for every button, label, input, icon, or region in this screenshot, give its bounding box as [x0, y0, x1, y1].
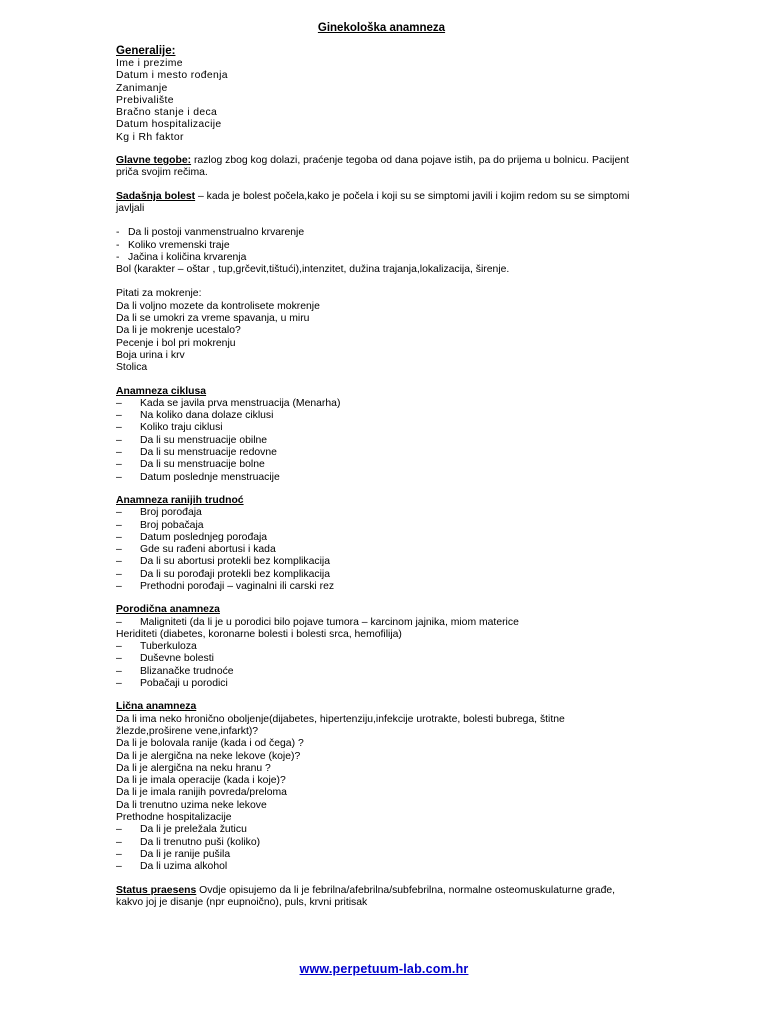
dash-bullet-icon: –	[116, 422, 122, 434]
list-item: Stolica	[116, 362, 148, 374]
document-page	[116, 21, 636, 909]
list-item: - Da li postoji vanmenstrualno krvarenje	[116, 227, 305, 239]
hyphen-bullet-icon: -	[116, 239, 120, 251]
section-heading: Generalije:	[116, 45, 176, 57]
dash-bullet-icon: –	[116, 556, 122, 568]
list-item: – Da li trenutno puši (koliko)	[116, 836, 261, 848]
hyphen-bullet-icon: -	[116, 251, 120, 263]
list-item: – Koliko traju ciklusi	[116, 422, 223, 434]
section-heading: Status praesens	[116, 884, 197, 896]
footer	[0, 963, 768, 977]
section-anamneza-ciklusa	[116, 386, 636, 484]
dash-bullet-icon: –	[116, 678, 122, 690]
list-item: Datum i mesto rođenja	[116, 70, 228, 82]
list-item: – Da li su menstruacije redovne	[116, 447, 277, 459]
list-item: Bračno stanje i deca	[116, 107, 218, 119]
list-item: – Da li su abortusi protekli bez komplikacija	[116, 556, 330, 568]
section-heading: Porodična anamneza	[116, 604, 220, 616]
paragraph-text: razlog zbog kog dolazi, praćenje tegoba od dana pojave istih, pa do prijema u bolnicu. Pacijent priča svojim rečima.	[116, 155, 629, 179]
paragraph-text: Ovdje opisujemo da li je febrilna/afebrilna/subfebrilna, normalne osteomuskulaturne građe, kakvo joj je disanje (npr eupnoično), puls, krvni pritisak	[116, 884, 616, 908]
list-item: – Broj pobačaja	[116, 519, 204, 531]
list-item: – Blizanačke trudnoće	[116, 665, 234, 677]
list-item: Da li se umokri za vreme spavanja, u miru	[116, 313, 310, 325]
section-licna-anamneza	[116, 701, 636, 873]
section-status-praesens	[116, 885, 636, 910]
list-item: – Da li je ranije pušila	[116, 848, 231, 860]
list-item: Kg i Rh faktor	[116, 131, 184, 143]
dash-bullet-icon: –	[116, 848, 122, 860]
list-item: – Maligniteti (da li je u porodici bilo pojave tumora – karcinom jajnika, miom materice	[116, 616, 519, 628]
dash-bullet-icon: –	[116, 507, 122, 519]
list-item: Da li je imala operacije (kada i koje)?	[116, 775, 286, 787]
list-item: Da li je mokrenje ucestalo?	[116, 325, 241, 337]
dash-bullet-icon: –	[116, 641, 122, 653]
list-item: – Da li su menstruacije obilne	[116, 434, 268, 446]
dash-bullet-icon: –	[116, 447, 122, 459]
list-item: – Broj porođaja	[116, 507, 202, 519]
hereditet-line: Heriditeti (diabetes, koronarne bolesti i bolesti srca, hemofilija)	[116, 628, 402, 640]
section-heading: Anamneza ranijih trudnoć	[116, 494, 244, 506]
list-item: Prethodne hospitalizacije	[116, 812, 232, 824]
dash-bullet-icon: –	[116, 434, 122, 446]
section-anamneza-trudnoca	[116, 495, 636, 593]
dash-bullet-icon: –	[116, 459, 122, 471]
list-item: - Jačina i količina krvarenja	[116, 251, 247, 263]
list-item: – Da li je preležala žuticu	[116, 824, 247, 836]
list-item: – Gde su rađeni abortusi i kada	[116, 544, 276, 556]
list-item: – Na koliko dana dolaze ciklusi	[116, 410, 274, 422]
list-item: – Tuberkuloza	[116, 641, 197, 653]
list-item: Da li ima neko hronično oboljenje(dijabetes, hipertenziju,infekcije urotrakte, bolesti bubrega, štitne žlezde,proširene vene,infarkt)?	[116, 713, 565, 737]
dash-bullet-icon: –	[116, 471, 122, 483]
section-heading: Sadašnja bolest	[116, 190, 196, 202]
section-heading: Glavne tegobe:	[116, 155, 192, 167]
paragraph-text: – kada je bolest počela,kako je počela i koji su se simptomi javili i kojim redom su se simptomi javljali	[116, 190, 630, 214]
dash-bullet-icon: –	[116, 836, 122, 848]
list-item: – Prethodni porođaji – vaginalni ili carski rez	[116, 580, 335, 592]
dash-bullet-icon: –	[116, 531, 122, 543]
section-glavne-tegobe	[116, 155, 636, 180]
dash-bullet-icon: –	[116, 544, 122, 556]
list-item: - Koliko vremenski traje	[116, 239, 230, 251]
list-item: – Datum poslednjeg porođaja	[116, 531, 268, 543]
list-item: Datum hospitalizacije	[116, 119, 222, 131]
dash-bullet-icon: –	[116, 824, 122, 836]
list-item: – Kada se javila prva menstruacija (Menarha)	[116, 397, 341, 409]
list-item: – Pobačaji u porodici	[116, 678, 228, 690]
section-heading: Anamneza ciklusa	[116, 385, 207, 397]
list-item: – Da li uzima alkohol	[116, 861, 228, 873]
list-item: Boja urina i krv	[116, 349, 185, 361]
dash-bullet-icon: –	[116, 568, 122, 580]
list-item: Da li je bolovala ranije (kada i od čega) ?	[116, 738, 304, 750]
list-item: – Da li su menstruacije bolne	[116, 459, 265, 471]
list-item: Da li trenutno uzima neke lekove	[116, 799, 267, 811]
website-link[interactable]: www.perpetuum-lab.com.hr	[299, 962, 469, 976]
mokrenje-intro: Pitati za mokrenje:	[116, 288, 202, 300]
hyphen-bullet-icon: -	[116, 227, 120, 239]
list-item: Prebivalište	[116, 94, 174, 106]
dash-bullet-icon: –	[116, 580, 122, 592]
list-item: Da li je imala ranijih povreda/preloma	[116, 787, 287, 799]
dash-bullet-icon: –	[116, 616, 122, 628]
list-item: Pecenje i bol pri mokrenju	[116, 337, 236, 349]
page-title: Ginekološka anamneza	[317, 22, 446, 34]
list-item: Da li voljno mozete da kontrolisete mokrenje	[116, 300, 320, 312]
section-porodicna-anamneza	[116, 604, 636, 690]
list-item: – Duševne bolesti	[116, 653, 214, 665]
dash-bullet-icon: –	[116, 665, 122, 677]
list-item: Da li je alergična na neke lekove (koje)?	[116, 750, 301, 762]
dash-bullet-icon: –	[116, 410, 122, 422]
bol-line: Bol (karakter – oštar , tup,grčevit,tištući),intenzitet, dužina trajanja,lokalizacija, širenje.	[116, 264, 510, 276]
dash-bullet-icon: –	[116, 653, 122, 665]
section-generalije	[116, 45, 636, 144]
list-item: Da li je alergična na neku hranu ?	[116, 762, 271, 774]
dash-bullet-icon: –	[116, 519, 122, 531]
list-item: Ime i prezime	[116, 58, 183, 69]
section-sadasnja-bolest	[116, 191, 636, 375]
dash-bullet-icon: –	[116, 397, 122, 409]
section-heading: Lična anamneza	[116, 701, 197, 713]
list-item: – Da li su porođaji protekli bez komplikacija	[116, 568, 331, 580]
list-item: – Datum poslednje menstruacije	[116, 471, 280, 483]
dash-bullet-icon: –	[116, 861, 122, 873]
list-item: Zanimanje	[116, 82, 168, 94]
